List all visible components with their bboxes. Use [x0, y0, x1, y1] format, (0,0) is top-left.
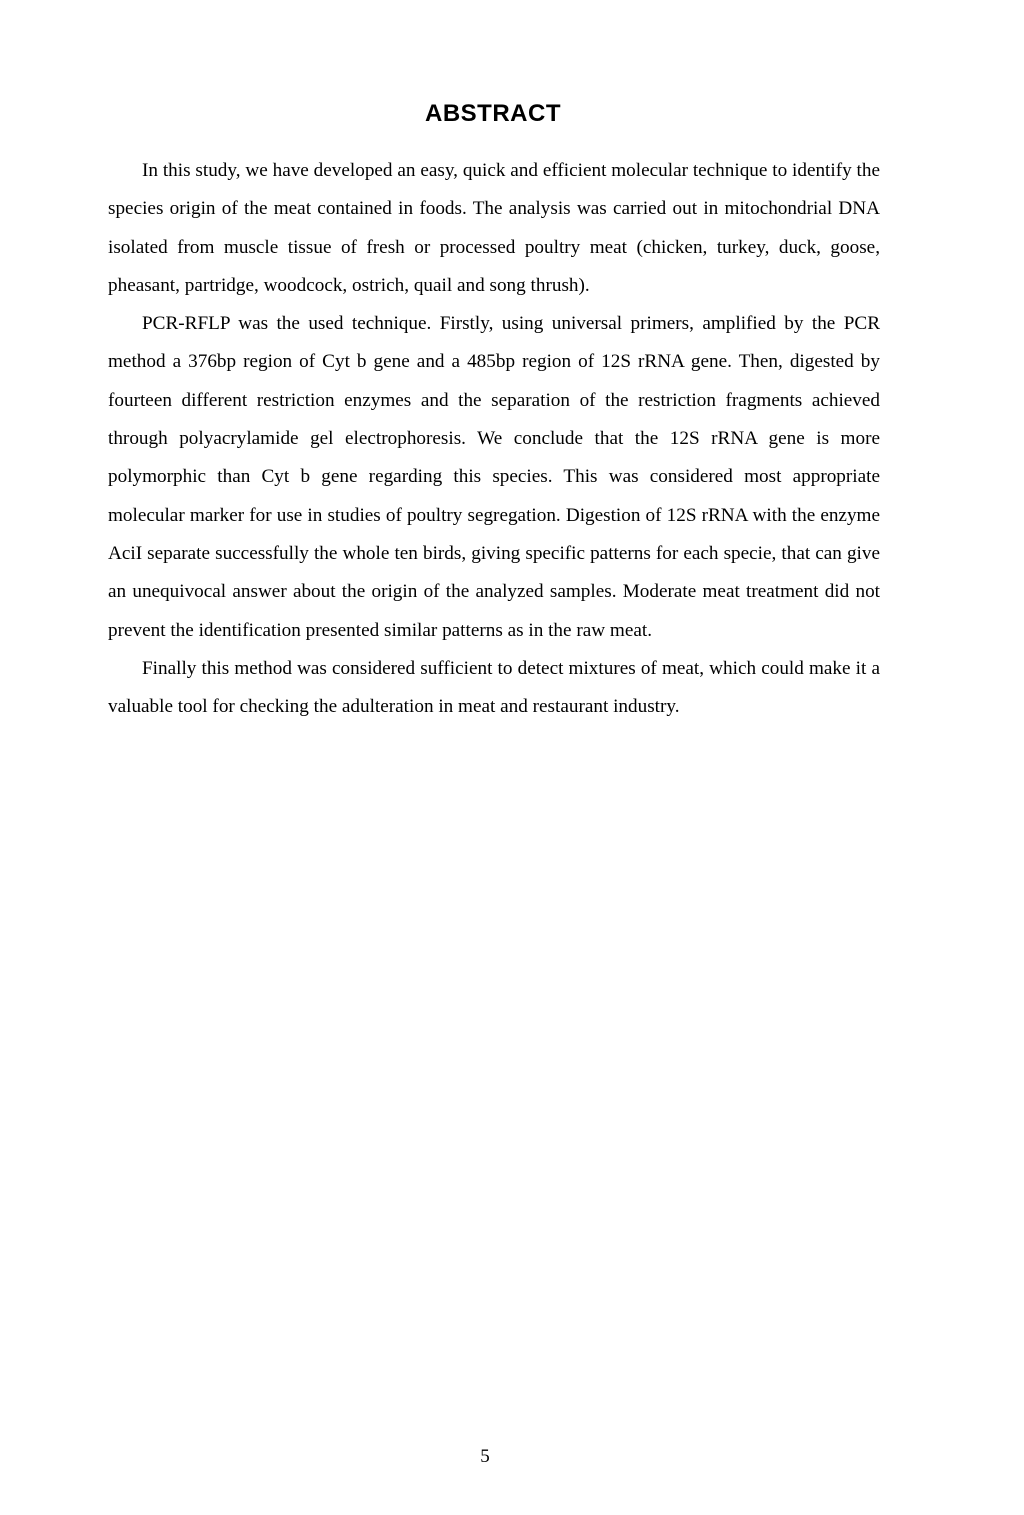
abstract-body	[108, 152, 880, 726]
abstract-heading: ABSTRACT	[425, 100, 561, 127]
page-number: 5	[480, 1446, 490, 1467]
abstract-paragraph-1: In this study, we have developed an easy, quick and efficient molecular technique to identify the species origin of the meat contained in foods. The analysis was carried out in mitochondrial DNA isolated from muscle tissue of fresh or processed poultry meat (chicken, turkey, duck, goose, pheasant, partridge, woodcock, ostrich, quail and song thrush).	[108, 160, 880, 296]
abstract-paragraph-3: Finally this method was considered sufficient to detect mixtures of meat, which could make it a valuable tool for checking the adulteration in meat and restaurant industry.	[108, 657, 880, 718]
abstract-paragraph-2: PCR-RFLP was the used technique. Firstly, using universal primers, amplified by the PCR method a 376bp region of Cyt b gene and a 485bp region of 12S rRNA gene. Then, digested by fourteen different restriction enzymes and the separation of the restriction fragments achieved through polyacrylamide gel electrophoresis. We conclude that the 12S rRNA gene is more polymorphic than Cyt b gene regarding this species. This was considered most appropriate molecular marker for use in studies of poultry segregation. Digestion of 12S rRNA with the enzyme AciI separate successfully the whole ten birds, giving specific patterns for each specie, that can give an unequivocal answer about the origin of the analyzed samples. Moderate meat treatment did not prevent the identification presented similar patterns as in the raw meat.	[108, 313, 880, 641]
